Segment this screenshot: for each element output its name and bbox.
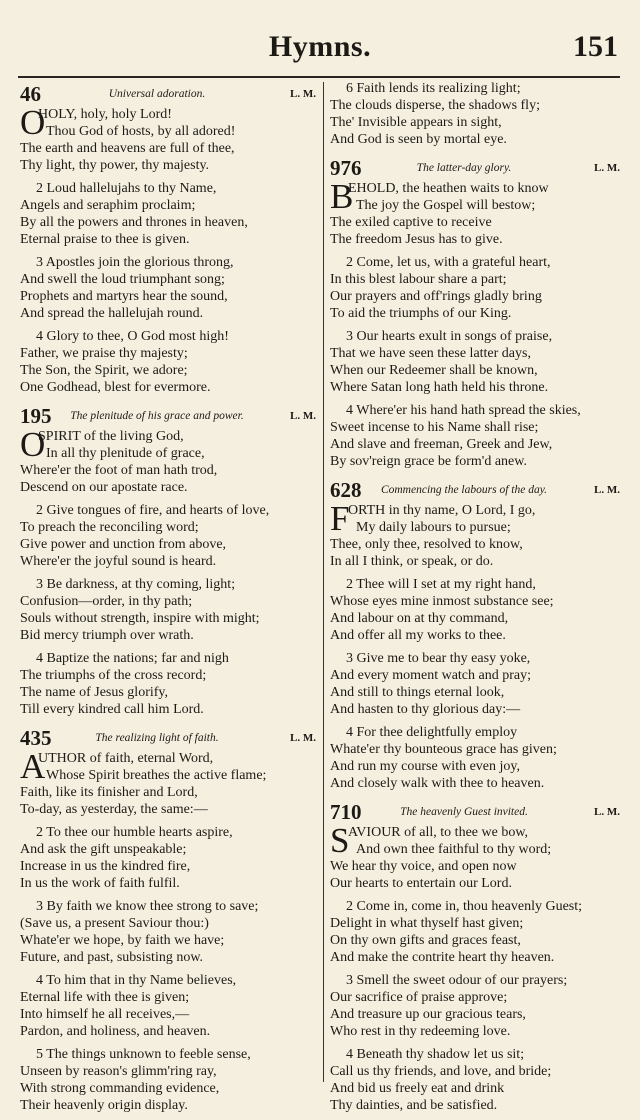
hymn-line: The freedom Jesus has to give. — [330, 232, 503, 247]
hymn-meter: L. M. — [290, 410, 316, 422]
hymn-line: Thy light, thy power, thy majesty. — [20, 158, 210, 173]
hymn-line: Whose Spirit breathes the active flame; — [46, 768, 267, 783]
hymn-line: And slave and freeman, Greek and Jew, — [330, 437, 553, 452]
hymn-line: 2 To thee our humble hearts aspire, — [36, 825, 233, 840]
hymn-meter: L. M. — [290, 88, 316, 100]
stanza — [330, 821, 620, 892]
hymn-line: And treasure up our gracious tears, — [330, 1007, 526, 1022]
hymn-line: Descend on our apostate race. — [20, 480, 188, 495]
hymn-line: The triumphs of the cross record; — [20, 668, 207, 683]
hymn-line: 4 Glory to thee, O God most high! — [36, 329, 229, 344]
hymn-line: And still to things eternal look, — [330, 685, 505, 700]
hymn-line: Thy dainties, and be satisfied. — [330, 1098, 498, 1113]
hymn-header — [330, 154, 620, 180]
stanza — [20, 328, 316, 396]
drop-cap: B — [330, 177, 354, 216]
hymn-topic: The plenitude of his grace and power. — [70, 410, 244, 422]
hymn-line: Who rest in thy redeeming love. — [330, 1024, 511, 1039]
hymn-number: 710 — [330, 800, 362, 824]
hymn-line: To preach the reconciling word; — [20, 520, 199, 535]
hymn-line: 3 Give me to bear thy easy yoke, — [346, 651, 531, 666]
stanza — [330, 898, 620, 966]
hymn-line: The clouds disperse, the shadows fly; — [330, 98, 540, 113]
hymn-line: Thou God of hosts, by all adored! — [46, 124, 236, 139]
hymn-topic: Commencing the labours of the day. — [380, 484, 548, 496]
hymn-line: Our hearts to entertain our Lord. — [330, 876, 512, 891]
hymn-line: Our prayers and off'rings gladly bring — [330, 289, 542, 304]
stanza — [330, 328, 620, 396]
hymn-line: And swell the loud triumphant song; — [20, 272, 225, 287]
stanza — [330, 254, 620, 322]
hymn-header — [20, 402, 316, 428]
stanza — [330, 576, 620, 644]
hymn-line: 3 Smell the sweet odour of our prayers; — [346, 973, 568, 988]
stanza — [20, 650, 316, 718]
hymn-line: The name of Jesus glorify, — [20, 685, 168, 700]
hymn-header — [330, 798, 620, 824]
hymn-line: Their heavenly origin display. — [20, 1098, 188, 1113]
hymn-line: And offer all my works to thee. — [330, 628, 506, 643]
hymn-line: 3 Our hearts exult in songs of praise, — [346, 329, 553, 344]
hymn-line: And labour on at thy command, — [330, 611, 509, 626]
hymn-line: The earth and heavens are full of thee, — [20, 141, 235, 156]
hymn-line: And every moment watch and pray; — [330, 668, 531, 683]
hymn-line: In this blest labour share a part; — [330, 272, 507, 287]
stanza — [330, 724, 620, 792]
first-lines — [330, 499, 620, 538]
hymn-line: Unseen by reason's glimm'ring ray, — [20, 1064, 217, 1079]
hymn-line: The joy the Gospel will bestow; — [356, 198, 536, 213]
hymn-line: 3 Be darkness, at thy coming, light; — [36, 577, 236, 592]
hymn-line: In all thy plenitude of grace, — [46, 446, 205, 461]
hymn-line: 4 Baptize the nations; far and nigh — [36, 651, 229, 666]
hymn — [20, 402, 316, 718]
stanza — [330, 650, 620, 718]
hymn-number: 46 — [20, 82, 41, 106]
stanza — [20, 824, 316, 892]
hymn-number: 435 — [20, 726, 52, 750]
hymn-line: Father, we praise thy majesty; — [20, 346, 188, 361]
drop-cap: S — [330, 821, 350, 860]
hymn-meter: L. M. — [594, 162, 620, 174]
first-lines — [20, 747, 316, 786]
hymn-line: One Godhead, blest for evermore. — [20, 380, 211, 395]
hymn-meter: L. M. — [290, 732, 316, 744]
hymn-line: Future, and past, subsisting now. — [20, 950, 204, 965]
drop-cap: O — [20, 103, 46, 142]
hymn-line: Souls without strength, inspire with might; — [20, 611, 260, 626]
hymn-line: Thee, only thee, resolved to know, — [330, 537, 523, 552]
hymn-topic: The realizing light of faith. — [95, 732, 219, 744]
first-lines — [330, 177, 620, 216]
drop-cap: F — [330, 499, 350, 538]
hymn-meter: L. M. — [594, 484, 620, 496]
hymn-line: Prophets and martyrs hear the sound, — [20, 289, 228, 304]
hymn-line: In all I think, or speak, or do. — [330, 554, 494, 569]
hymn-topic: The latter-day glory. — [416, 162, 512, 174]
stanza — [20, 747, 316, 818]
hymn-line: ORTH in thy name, O Lord, I go, — [348, 503, 536, 518]
stanza — [20, 180, 316, 248]
hymn-line: 4 For thee delightfully employ — [346, 725, 518, 740]
right-column — [330, 80, 620, 1120]
hymn-line: 2 Come, let us, with a grateful heart, — [346, 255, 551, 270]
hymn-line: When our Redeemer shall be known, — [330, 363, 538, 378]
stanza — [20, 576, 316, 644]
hymn-line: And spread the hallelujah round. — [20, 306, 204, 321]
hymn-line: 4 Beneath thy shadow let us sit; — [346, 1047, 525, 1062]
hymn-line: Till every kindred call him Lord. — [20, 702, 204, 717]
hymn-number: 195 — [20, 404, 52, 428]
hymn-line: Increase in us the kindred fire, — [20, 859, 191, 874]
hymn-line: (Save us, a present Saviour thou:) — [20, 916, 209, 931]
hymn-line: Eternal life with thee is given; — [20, 990, 190, 1005]
hymn-line: Where Satan long hath held his throne. — [330, 380, 549, 395]
hymn-line: And God is seen by mortal eye. — [330, 132, 507, 147]
hymn-line: Into himself he all receives,— — [20, 1007, 190, 1022]
hymn-line: Faith, like its finisher and Lord, — [20, 785, 198, 800]
hymn-line: In us the work of faith fulfil. — [20, 876, 180, 891]
hymn-line: We hear thy voice, and open now — [330, 859, 517, 874]
hymn-line: UTHOR of faith, eternal Word, — [38, 751, 214, 766]
hymn-line: And own thee faithful to thy word; — [356, 842, 552, 857]
column-divider — [323, 82, 324, 1082]
hymn-line: By sov'reign grace be form'd anew. — [330, 454, 527, 469]
hymn-line: 4 Where'er his hand hath spread the skies, — [346, 403, 581, 418]
hymn-line: To aid the triumphs of our King. — [330, 306, 512, 321]
hymn-topic: The heavenly Guest invited. — [400, 806, 528, 818]
hymn-line: Whate'er thy bounteous grace has given; — [330, 742, 557, 757]
first-lines — [20, 425, 316, 464]
hymn-line: 4 To him that in thy Name believes, — [36, 973, 237, 988]
hymn-header — [330, 476, 620, 502]
hymn-line: Give power and unction from above, — [20, 537, 227, 552]
hymn — [20, 80, 316, 396]
hymn-line: Eternal praise to thee is given. — [20, 232, 190, 247]
hymn-line: Where'er the joyful sound is heard. — [20, 554, 217, 569]
hymn-line: The' Invisible appears in sight, — [330, 115, 502, 130]
stanza — [20, 425, 316, 496]
hymn — [330, 476, 620, 792]
hymn-line: 2 Give tongues of fire, and hearts of love, — [36, 503, 270, 518]
hymn — [330, 154, 620, 470]
stanza — [330, 402, 620, 470]
hymn-line: Pardon, and holiness, and heaven. — [20, 1024, 211, 1039]
hymn-header — [20, 724, 316, 750]
hymn-line: Bid mercy triumph over wrath. — [20, 628, 194, 643]
hymn-line: The exiled captive to receive — [330, 215, 492, 230]
hymn-line: Confusion—order, in thy path; — [20, 594, 193, 609]
hymn-topic: Universal adoration. — [108, 88, 206, 100]
page-number: 151 — [573, 30, 618, 63]
hymn — [20, 724, 316, 1114]
hymn-line: 3 By faith we know thee strong to save; — [36, 899, 259, 914]
hymn-line: To-day, as yesterday, the same:— — [20, 802, 208, 817]
hymn-line: By all the powers and thrones in heaven, — [20, 215, 248, 230]
hymn-line: AVIOUR of all, to thee we bow, — [348, 825, 529, 840]
header-rule — [18, 76, 620, 78]
stanza — [330, 1046, 620, 1114]
hymn-line: Delight in what thyself hast given; — [330, 916, 524, 931]
hymn-number: 628 — [330, 478, 362, 502]
left-column — [20, 80, 316, 1120]
hymn — [330, 798, 620, 1114]
stanza — [20, 254, 316, 322]
hymn-line: Sweet incense to his Name shall rise; — [330, 420, 539, 435]
hymn-line: HOLY, holy, holy Lord! — [38, 107, 172, 122]
hymn-line: And make the contrite heart thy heaven. — [330, 950, 555, 965]
hymn-line: And closely walk with thee to heaven. — [330, 776, 545, 791]
page-title: Hymns. — [268, 30, 372, 63]
hymn-line: 3 Apostles join the glorious throng, — [36, 255, 234, 270]
first-lines — [330, 821, 620, 860]
stanza — [330, 177, 620, 248]
hymn-line: 2 Loud hallelujahs to thy Name, — [36, 181, 217, 196]
continued-stanza — [330, 80, 620, 148]
hymn-line: And run my course with even joy, — [330, 759, 520, 774]
hymn-line: My daily labours to pursue; — [356, 520, 511, 535]
stanza — [20, 972, 316, 1040]
hymn-line: 2 Thee will I set at my right hand, — [346, 577, 536, 592]
stanza — [330, 972, 620, 1040]
hymn-line: Call us thy friends, and love, and bride; — [330, 1064, 552, 1079]
hymn-line: Whose eyes mine inmost substance see; — [330, 594, 554, 609]
stanza — [20, 502, 316, 570]
hymn-line: And bid us freely eat and drink — [330, 1081, 505, 1096]
hymn-line: And hasten to thy glorious day:— — [330, 702, 521, 717]
hymn-line: SPIRIT of the living God, — [38, 429, 184, 444]
stanza — [20, 898, 316, 966]
drop-cap: O — [20, 425, 46, 464]
hymn-line: Angels and seraphim proclaim; — [20, 198, 196, 213]
hymn-line: That we have seen these latter days, — [330, 346, 531, 361]
hymn-line: And ask the gift unspeakable; — [20, 842, 187, 857]
hymn-header — [20, 80, 316, 106]
hymn-line: 5 The things unknown to feeble sense, — [36, 1047, 251, 1062]
hymn-line: EHOLD, the heathen waits to know — [348, 181, 549, 196]
hymn-line: On thy own gifts and graces feast, — [330, 933, 521, 948]
hymn-line: 6 Faith lends its realizing light; — [346, 81, 521, 96]
first-lines — [20, 103, 316, 142]
hymn-line: The Son, the Spirit, we adore; — [20, 363, 188, 378]
hymn-line: Whate'er we hope, by faith we have; — [20, 933, 225, 948]
stanza — [20, 103, 316, 174]
hymn-meter: L. M. — [594, 806, 620, 818]
drop-cap: A — [20, 747, 46, 786]
hymn-line: Our sacrifice of praise approve; — [330, 990, 508, 1005]
hymn-number: 976 — [330, 156, 362, 180]
hymn-line: 2 Come in, come in, thou heavenly Guest; — [346, 899, 583, 914]
stanza — [330, 499, 620, 570]
hymn-line: Where'er the foot of man hath trod, — [20, 463, 218, 478]
stanza — [20, 1046, 316, 1114]
hymn-line: With strong commanding evidence, — [20, 1081, 220, 1096]
